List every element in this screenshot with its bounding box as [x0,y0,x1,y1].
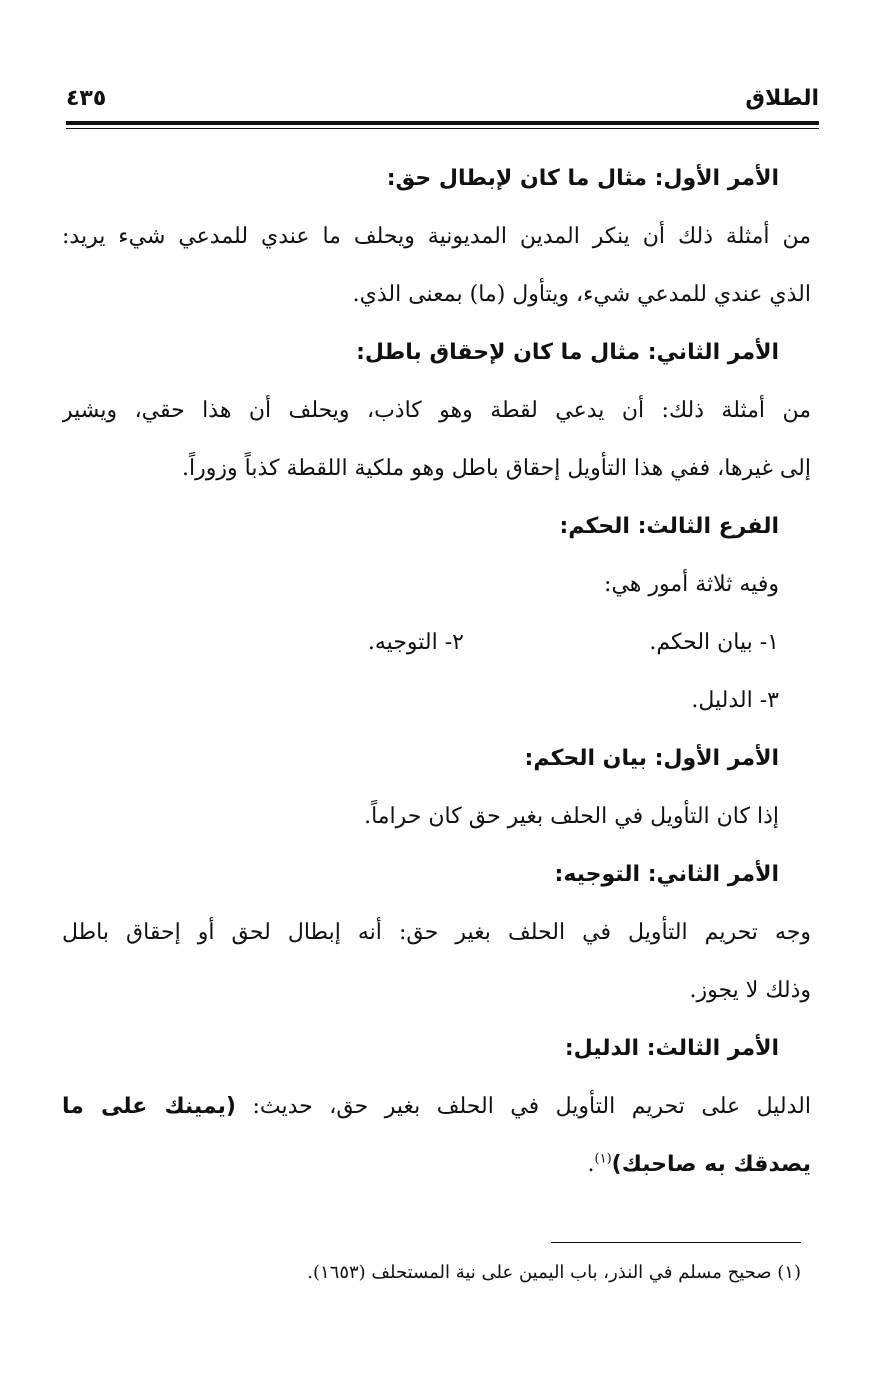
footnote-reference[interactable]: (١) [594,1151,612,1167]
main-text [62,150,811,1194]
paragraph-line: وجه تحريم التأويل في الحلف بغير حق: أنه إبطال لحق أو إحقاق باطل [62,920,811,945]
list-item: ٢- التوجيه. [367,630,464,655]
heading-third-branch: الفرع الثالث: الحكم: [559,514,779,539]
list-row [62,614,811,672]
footnote: (١) صحيح مسلم في النذر، باب اليمين على نية المستحلف (١٦٥٣). [307,1262,801,1283]
hadith-quote: يصدقك به صاحبك) [611,1152,811,1177]
heading-first-matter: الأمر الأول: مثال ما كان لإبطال حق: [386,166,779,191]
header-rule-thin [66,128,819,129]
paragraph-line: من أمثلة ذلك أن ينكر المدين المديونية ويحلف ما عندي للمدعي شيء يريد: [62,224,811,249]
heading-evidence: الأمر الثالث: الدليل: [564,1036,779,1061]
hadith-quote: (يمينك على ما [62,1094,236,1119]
paragraph-line: إلى غيرها، ففي هذا التأويل إحقاق باطل وهو ملكية اللقطة كذباً وزوراً. [182,456,811,481]
footnote-separator [551,1242,801,1243]
running-title: الطلاق [745,86,819,111]
list-item: ١- بيان الحكم. [649,630,779,655]
paragraph-line [62,1078,811,1136]
list-item: ٣- الدليل. [691,688,779,713]
paragraph-line [62,1136,811,1194]
paragraph-line: إذا كان التأويل في الحلف بغير حق كان حراماً. [364,804,779,829]
page-number: ٤٣٥ [66,86,107,111]
intro-line: وفيه ثلاثة أمور هي: [604,572,779,597]
page-header [66,86,819,122]
period: . [587,1152,595,1177]
header-rule-thick [66,121,819,125]
heading-second-matter: الأمر الثاني: مثال ما كان لإحقاق باطل: [356,340,779,365]
heading-ruling: الأمر الأول: بيان الحكم: [524,746,779,771]
heading-justification: الأمر الثاني: التوجيه: [554,862,779,887]
evidence-text: الدليل على تحريم التأويل في الحلف بغير حق، حديث: [252,1094,811,1119]
paragraph-line: وذلك لا يجوز. [689,978,811,1003]
paragraph-line: الذي عندي للمدعي شيء، ويتأول (ما) بمعنى الذي. [352,282,811,307]
paragraph-line: من أمثلة ذلك: أن يدعي لقطة وهو كاذب، ويحلف أن هذا حقي، ويشير [62,398,811,423]
